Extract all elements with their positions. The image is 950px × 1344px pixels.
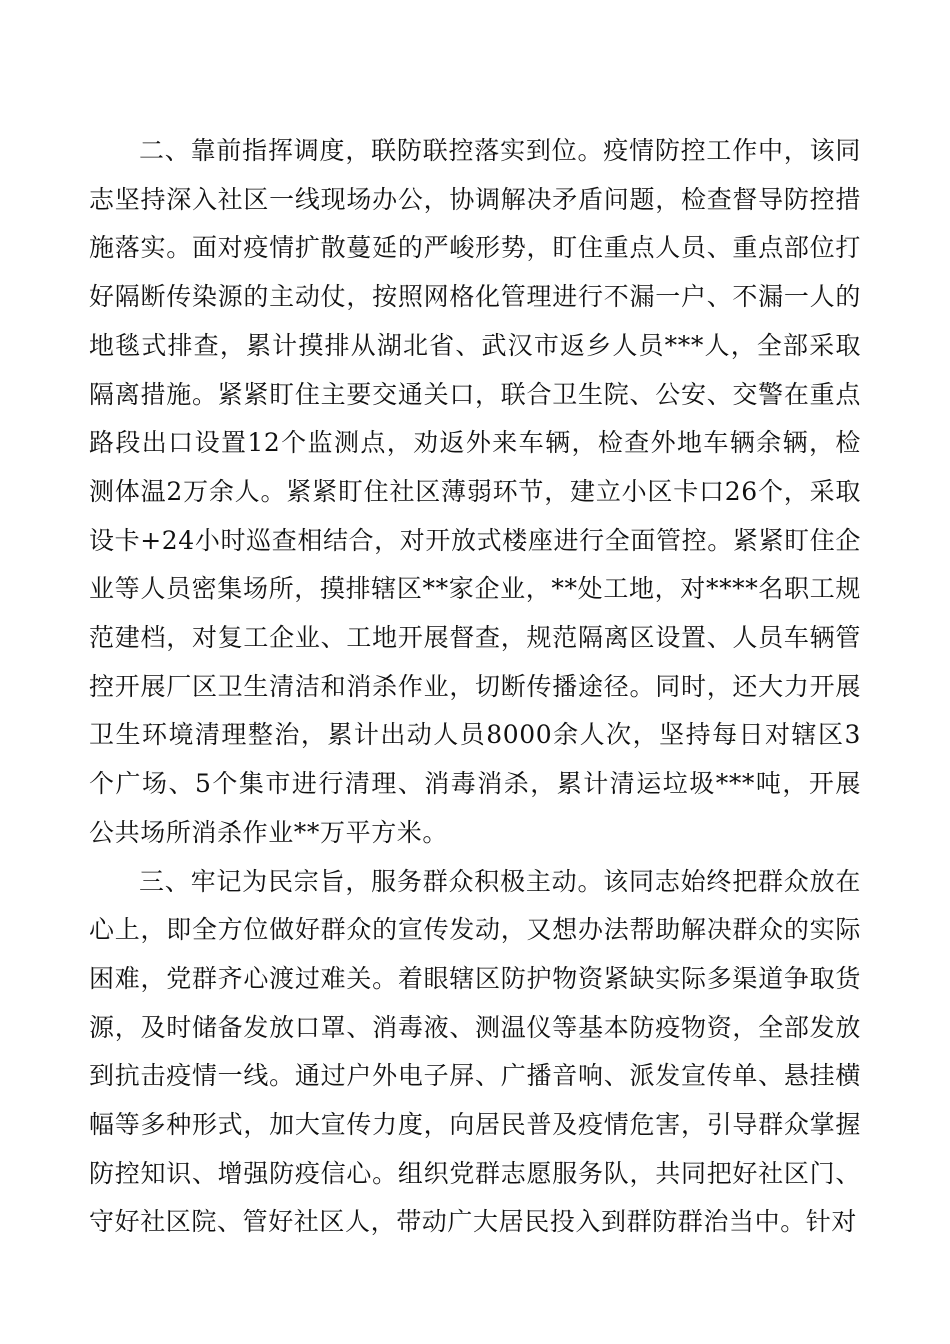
- paragraph-section-two: 二、靠前指挥调度，联防联控落实到位。疫情防控工作中，该同志坚持深入社区一线现场办公，协调解决矛盾问题，检查督导防控措施落实。面对疫情扩散蔓延的严峻形势，盯住重点人员、重点部位打好隔断传染源的主动仗，按照网格化管理进行不漏一户、不漏一人的地毯式排查，累计摸排从湖北省、武汉市返乡人员***人，全部采取隔离措施。紧紧盯住主要交通关口，联合卫生院、公安、交警在重点路段出口设置12个监测点，劝返外来车辆，检查外地车辆余辆，检测体温2万余人。紧紧盯住社区薄弱环节，建立小区卡口26个，采取设卡+24小时巡查相结合，对开放式楼座进行全面管控。紧紧盯住企业等人员密集场所，摸排辖区**家企业，**处工地，对****名职工规范建档，对复工企业、工地开展督查，规范隔离区设置、人员车辆管控开展厂区卫生清洁和消杀作业，切断传播途径。同时，还大力开展卫生环境清理整治，累计出动人员8000余人次，坚持每日对辖区3个广场、5个集市进行清理、消毒消杀，累计清运垃圾***吨，开展公共场所消杀作业**万平方米。: [89, 136, 861, 847]
- paragraph-section-three: 三、牢记为民宗旨，服务群众积极主动。该同志始终把群众放在心上，即全方位做好群众的宣传发动，又想办法帮助解决群众的实际困难，党群齐心渡过难关。着眼辖区防护物资紧缺实际多渠道争取货源，及时储备发放口罩、消毒液、测温仪等基本防疫物资，全部发放到抗击疫情一线。通过户外电子屏、广播音响、派发宣传单、悬挂横幅等多种形式，加大宣传力度，向居民普及疫情危害，引导群众掌握防控知识、增强防疫信心。组织党群志愿服务队，共同把好社区门、守好社区院、管好社区人，带动广大居民投入到群防群治当中。针对: [89, 866, 861, 1237]
- document-body: [89, 127, 861, 1247]
